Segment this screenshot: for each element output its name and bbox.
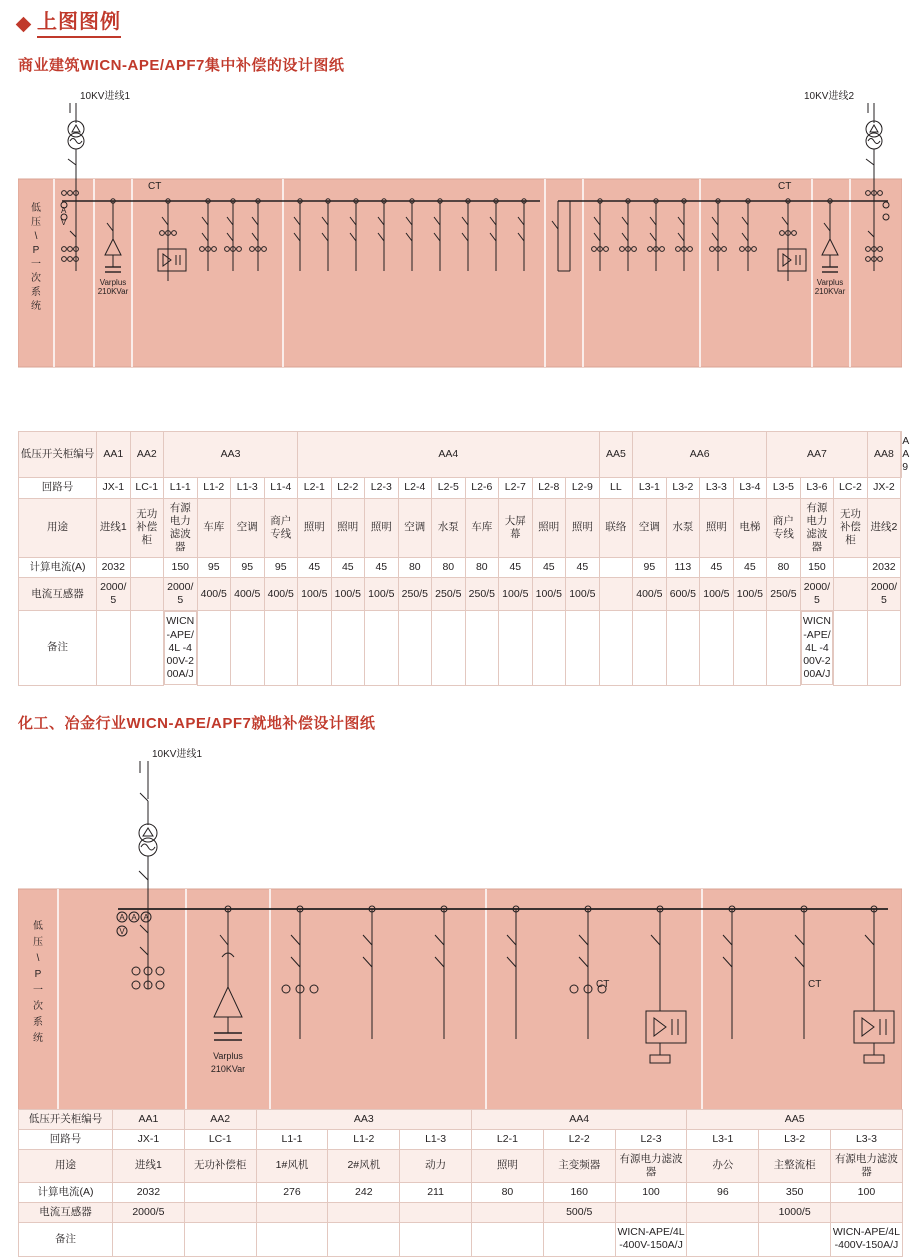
circuit-cell: LC-2 <box>834 478 868 498</box>
usage-cell: 进线2 <box>867 498 901 558</box>
usage-cell: 空调 <box>398 498 432 558</box>
row-header-remark: 备注 <box>19 1223 113 1256</box>
cabinet-cell: AA6 <box>633 432 767 478</box>
svg-text:210KVar: 210KVar <box>210 1063 246 1074</box>
table-row-remark <box>19 1223 903 1256</box>
usage-cell: 车库 <box>197 498 231 558</box>
ct-cell <box>834 578 868 611</box>
remark-cell <box>398 611 432 685</box>
ct-label-left: CT <box>148 181 162 192</box>
cabinet-cell: AA2 <box>184 1109 256 1129</box>
section2-title: 化工、冶金行业WICN-APE/APF7就地补偿设计图纸 <box>18 714 376 732</box>
current-cell: 113 <box>666 558 700 578</box>
ct-cell: 100/5 <box>331 578 365 611</box>
section2-diagram <box>18 739 902 1109</box>
current-cell: 2032 <box>97 558 131 578</box>
incoming-label-2: 10KV进线1 <box>152 748 203 760</box>
remark-cell <box>867 611 901 685</box>
svg-text:210KVar: 210KVar <box>97 287 129 296</box>
remark-cell <box>184 1223 256 1256</box>
remark-cell <box>759 1223 831 1256</box>
current-cell: 45 <box>700 558 734 578</box>
remark-cell <box>700 611 734 685</box>
usage-cell: 电梯 <box>733 498 767 558</box>
row-header-circuit: 回路号 <box>19 478 97 498</box>
ct-cell <box>687 1203 759 1223</box>
ct-cell <box>472 1203 544 1223</box>
section2-spec-table <box>18 1109 903 1257</box>
svg-text:压: 压 <box>31 217 41 228</box>
remark-cell <box>97 611 131 685</box>
circuit-cell: L2-4 <box>398 478 432 498</box>
usage-cell: 照明 <box>472 1149 544 1182</box>
usage-cell: 无功补偿柜 <box>184 1149 256 1182</box>
table-row-current <box>19 558 902 578</box>
usage-cell: 水泵 <box>432 498 466 558</box>
remark-cell <box>365 611 399 685</box>
row-header-ct: 电流互感器 <box>19 578 97 611</box>
remark-cell <box>432 611 466 685</box>
remark-cell: WICN-APE/4L -400V-200A/J <box>164 611 197 685</box>
remark-cell <box>331 611 365 685</box>
usage-cell: 照明 <box>298 498 332 558</box>
current-cell: 80 <box>767 558 801 578</box>
ct-cell: 100/5 <box>499 578 533 611</box>
current-cell: 80 <box>465 558 499 578</box>
remark-cell <box>633 611 667 685</box>
usage-cell: 照明 <box>365 498 399 558</box>
ct-cell: 2000/5 <box>164 578 198 611</box>
usage-cell: 主变频器 <box>543 1149 615 1182</box>
usage-cell: 有源电力滤波器 <box>831 1149 903 1182</box>
current-cell: 150 <box>164 558 198 578</box>
remark-cell <box>231 611 265 685</box>
current-cell: 100 <box>831 1183 903 1203</box>
svg-text:系: 系 <box>31 287 41 298</box>
circuit-cell: L3-1 <box>633 478 667 498</box>
ct-cell: 250/5 <box>767 578 801 611</box>
current-cell: 160 <box>543 1183 615 1203</box>
current-cell: 95 <box>633 558 667 578</box>
current-cell: 45 <box>499 558 533 578</box>
svg-text:P: P <box>32 245 40 256</box>
usage-cell: 无功补偿柜 <box>130 498 164 558</box>
usage-cell: 主整流柜 <box>759 1149 831 1182</box>
current-cell: 2032 <box>867 558 901 578</box>
table-row-cabinet <box>19 1109 903 1129</box>
current-cell: 45 <box>733 558 767 578</box>
remark-cell <box>532 611 566 685</box>
circuit-cell: L1-2 <box>197 478 231 498</box>
current-cell: 2032 <box>113 1183 185 1203</box>
circuit-cell: L3-2 <box>666 478 700 498</box>
varplus-label-right: Varplus <box>816 278 844 287</box>
usage-cell: 有源电力滤波器 <box>800 498 834 558</box>
ct-cell <box>400 1203 472 1223</box>
ct-cell <box>615 1203 687 1223</box>
row-header-current: 计算电流(A) <box>19 1183 113 1203</box>
circuit-cell: L2-3 <box>615 1129 687 1149</box>
varplus-label-2: Varplus <box>213 1050 243 1061</box>
remark-cell <box>400 1223 472 1256</box>
panel-side-label-1: 低 <box>31 203 41 214</box>
usage-cell: 办公 <box>687 1149 759 1182</box>
row-header-ct: 电流互感器 <box>19 1203 113 1223</box>
ct-cell: 2000/5 <box>113 1203 185 1223</box>
circuit-cell: L2-9 <box>566 478 600 498</box>
section1-spec-table <box>18 431 910 686</box>
ct-cell: 1000/5 <box>759 1203 831 1223</box>
incoming-right-label: 10KV进线2 <box>804 91 855 102</box>
remark-cell <box>543 1223 615 1256</box>
cabinet-cell: AA7 <box>767 432 868 478</box>
remark-cell: WICN-APE/4L -400V-150A/J <box>831 1223 903 1256</box>
usage-cell: 商户专线 <box>767 498 801 558</box>
table-row-circuit <box>19 1129 903 1149</box>
svg-text:A: A <box>61 206 67 215</box>
circuit-cell: LC-1 <box>184 1129 256 1149</box>
circuit-cell: JX-1 <box>113 1129 185 1149</box>
ct-cell <box>256 1203 328 1223</box>
remark-cell <box>666 611 700 685</box>
usage-cell: 照明 <box>700 498 734 558</box>
current-cell: 45 <box>532 558 566 578</box>
incoming-left-label: 10KV进线1 <box>80 91 131 102</box>
current-cell: 95 <box>231 558 265 578</box>
single-line-diagram-2 <box>18 739 902 1109</box>
ct-cell: 100/5 <box>532 578 566 611</box>
circuit-cell: L2-2 <box>543 1129 615 1149</box>
remark-cell <box>566 611 600 685</box>
remark-cell: WICN-APE/4L -400V-200A/J <box>801 611 834 685</box>
table-row-circuit <box>19 478 902 498</box>
circuit-cell: L2-1 <box>472 1129 544 1149</box>
usage-cell: 空调 <box>633 498 667 558</box>
usage-cell: 动力 <box>400 1149 472 1182</box>
remark-cell <box>197 611 231 685</box>
single-line-diagram-1 <box>18 81 902 431</box>
cabinet-cell: AA2 <box>130 432 164 478</box>
current-cell: 45 <box>566 558 600 578</box>
svg-text:一: 一 <box>31 259 41 270</box>
cabinet-cell: AA8 <box>867 432 901 478</box>
ct-cell: 250/5 <box>465 578 499 611</box>
svg-text:次: 次 <box>33 1000 43 1012</box>
remark-cell <box>264 611 298 685</box>
usage-cell: 联络 <box>599 498 633 558</box>
svg-text:A: A <box>131 912 137 922</box>
row-header-circuit: 回路号 <box>19 1129 113 1149</box>
current-cell: 80 <box>432 558 466 578</box>
remark-cell <box>599 611 633 685</box>
usage-cell: 1#风机 <box>256 1149 328 1182</box>
usage-cell: 大屏幕 <box>499 498 533 558</box>
usage-cell: 商户专线 <box>264 498 298 558</box>
cabinet-cell: AA5 <box>599 432 633 478</box>
remark-cell <box>113 1223 185 1256</box>
cabinet-cell: AA5 <box>687 1109 902 1129</box>
svg-text:次: 次 <box>31 273 41 284</box>
svg-text:210KVar: 210KVar <box>814 287 846 296</box>
page-title-text: 上图图例 <box>37 10 121 38</box>
ct-cell: 600/5 <box>666 578 700 611</box>
cabinet-cell: AA4 <box>298 432 600 478</box>
current-cell <box>184 1183 256 1203</box>
current-cell <box>834 558 868 578</box>
table-row-ct <box>19 578 902 611</box>
svg-text:P: P <box>34 968 42 980</box>
current-cell <box>599 558 633 578</box>
usage-cell: 进线1 <box>97 498 131 558</box>
svg-text:统: 统 <box>33 1032 43 1044</box>
circuit-cell: L2-2 <box>331 478 365 498</box>
remark-cell <box>733 611 767 685</box>
usage-cell: 照明 <box>566 498 600 558</box>
remark-cell <box>465 611 499 685</box>
row-header-remark: 备注 <box>19 611 97 685</box>
svg-text:统: 统 <box>31 301 41 312</box>
ct-cell: 400/5 <box>264 578 298 611</box>
table-row-ct <box>19 1203 903 1223</box>
ct-label-2b: CT <box>808 978 822 990</box>
svg-text:一: 一 <box>33 984 43 996</box>
current-cell: 100 <box>615 1183 687 1203</box>
cabinet-cell: AA1 <box>113 1109 185 1129</box>
circuit-cell: L3-1 <box>687 1129 759 1149</box>
circuit-cell: L2-1 <box>298 478 332 498</box>
usage-cell: 无功补偿柜 <box>834 498 868 558</box>
ct-cell: 100/5 <box>298 578 332 611</box>
diamond-bullet-icon <box>16 16 32 32</box>
circuit-cell: L3-4 <box>733 478 767 498</box>
varplus-label-left: Varplus <box>99 278 127 287</box>
circuit-cell: L3-3 <box>700 478 734 498</box>
circuit-cell: LL <box>599 478 633 498</box>
ct-cell: 250/5 <box>398 578 432 611</box>
cabinet-cell: AA3 <box>164 432 298 478</box>
usage-cell: 空调 <box>231 498 265 558</box>
circuit-cell: L1-1 <box>256 1129 328 1149</box>
circuit-cell: JX-2 <box>867 478 901 498</box>
usage-cell: 照明 <box>532 498 566 558</box>
cabinet-cell: AA3 <box>256 1109 471 1129</box>
current-cell <box>130 558 164 578</box>
svg-text:A: A <box>143 912 149 922</box>
current-cell: 276 <box>256 1183 328 1203</box>
usage-cell: 进线1 <box>113 1149 185 1182</box>
circuit-cell: L1-2 <box>328 1129 400 1149</box>
circuit-cell: L1-3 <box>231 478 265 498</box>
cabinet-cell: AA9 <box>902 435 910 474</box>
current-cell: 96 <box>687 1183 759 1203</box>
circuit-cell: LC-1 <box>130 478 164 498</box>
ct-cell: 400/5 <box>633 578 667 611</box>
current-cell: 80 <box>472 1183 544 1203</box>
remark-cell <box>499 611 533 685</box>
cabinet-cell: AA1 <box>97 432 131 478</box>
circuit-cell: L3-5 <box>767 478 801 498</box>
circuit-cell: L2-3 <box>365 478 399 498</box>
svg-text:V: V <box>61 218 67 227</box>
remark-cell <box>328 1223 400 1256</box>
usage-cell: 2#风机 <box>328 1149 400 1182</box>
current-cell: 45 <box>331 558 365 578</box>
table-row-remark <box>19 611 902 685</box>
table-row-usage <box>19 498 902 558</box>
circuit-cell: JX-1 <box>97 478 131 498</box>
panel-side-label-2: 低 <box>33 920 43 932</box>
table-row-cabinet <box>19 432 902 478</box>
circuit-cell: L2-7 <box>499 478 533 498</box>
ct-cell: 100/5 <box>700 578 734 611</box>
usage-cell: 有源电力滤波器 <box>615 1149 687 1182</box>
ct-cell: 2000/5 <box>800 578 834 611</box>
ct-cell: 2000/5 <box>867 578 901 611</box>
circuit-cell: L1-4 <box>264 478 298 498</box>
current-cell: 95 <box>197 558 231 578</box>
remark-cell <box>130 611 164 685</box>
svg-text:压: 压 <box>33 936 43 948</box>
usage-cell: 照明 <box>331 498 365 558</box>
remark-cell <box>687 1223 759 1256</box>
remark-cell <box>298 611 332 685</box>
current-cell: 242 <box>328 1183 400 1203</box>
svg-text:\: \ <box>36 952 40 964</box>
table-row-current <box>19 1183 903 1203</box>
ct-label-right: CT <box>778 181 792 192</box>
ct-cell: 400/5 <box>231 578 265 611</box>
ct-cell <box>328 1203 400 1223</box>
circuit-cell: L2-5 <box>432 478 466 498</box>
svg-text:\: \ <box>34 231 38 242</box>
table-row-usage <box>19 1149 903 1182</box>
circuit-cell: L3-3 <box>831 1129 903 1149</box>
ct-cell <box>130 578 164 611</box>
section1-title: 商业建筑WICN-APE/APF7集中补偿的设计图纸 <box>18 57 345 74</box>
ct-cell: 100/5 <box>733 578 767 611</box>
circuit-cell: L3-2 <box>759 1129 831 1149</box>
current-cell: 80 <box>398 558 432 578</box>
current-cell: 45 <box>298 558 332 578</box>
remark-cell <box>767 611 801 685</box>
ct-cell <box>599 578 633 611</box>
remark-cell <box>256 1223 328 1256</box>
ct-cell: 400/5 <box>197 578 231 611</box>
current-cell: 95 <box>264 558 298 578</box>
current-cell: 211 <box>400 1183 472 1203</box>
section1-diagram <box>18 81 902 431</box>
ct-cell: 250/5 <box>432 578 466 611</box>
usage-cell: 水泵 <box>666 498 700 558</box>
row-header-cabinet: 低压开关柜编号 <box>19 432 97 478</box>
circuit-cell: L2-6 <box>465 478 499 498</box>
svg-text:A: A <box>119 912 125 922</box>
remark-cell <box>472 1223 544 1256</box>
row-header-usage: 用途 <box>19 498 97 558</box>
ct-cell: 100/5 <box>566 578 600 611</box>
row-header-usage: 用途 <box>19 1149 113 1182</box>
ct-cell: 500/5 <box>543 1203 615 1223</box>
row-header-current: 计算电流(A) <box>19 558 97 578</box>
current-cell: 150 <box>800 558 834 578</box>
row-header-cabinet: 低压开关柜编号 <box>19 1109 113 1129</box>
ct-cell: 2000/5 <box>97 578 131 611</box>
circuit-cell: L2-8 <box>532 478 566 498</box>
svg-text:V: V <box>119 926 125 936</box>
remark-cell <box>834 611 868 685</box>
circuit-cell: L1-1 <box>164 478 198 498</box>
usage-cell: 车库 <box>465 498 499 558</box>
current-cell: 350 <box>759 1183 831 1203</box>
ct-cell: 100/5 <box>365 578 399 611</box>
cabinet-cell: AA4 <box>472 1109 687 1129</box>
circuit-cell: L3-6 <box>800 478 834 498</box>
page-title <box>0 6 920 38</box>
ct-cell <box>184 1203 256 1223</box>
circuit-cell: L1-3 <box>400 1129 472 1149</box>
ct-cell <box>831 1203 903 1223</box>
remark-cell: WICN-APE/4L -400V-150A/J <box>615 1223 687 1256</box>
usage-cell: 有源电力滤波器 <box>164 498 198 558</box>
current-cell: 45 <box>365 558 399 578</box>
svg-text:系: 系 <box>33 1016 43 1028</box>
ct-label-2a: CT <box>596 978 610 990</box>
